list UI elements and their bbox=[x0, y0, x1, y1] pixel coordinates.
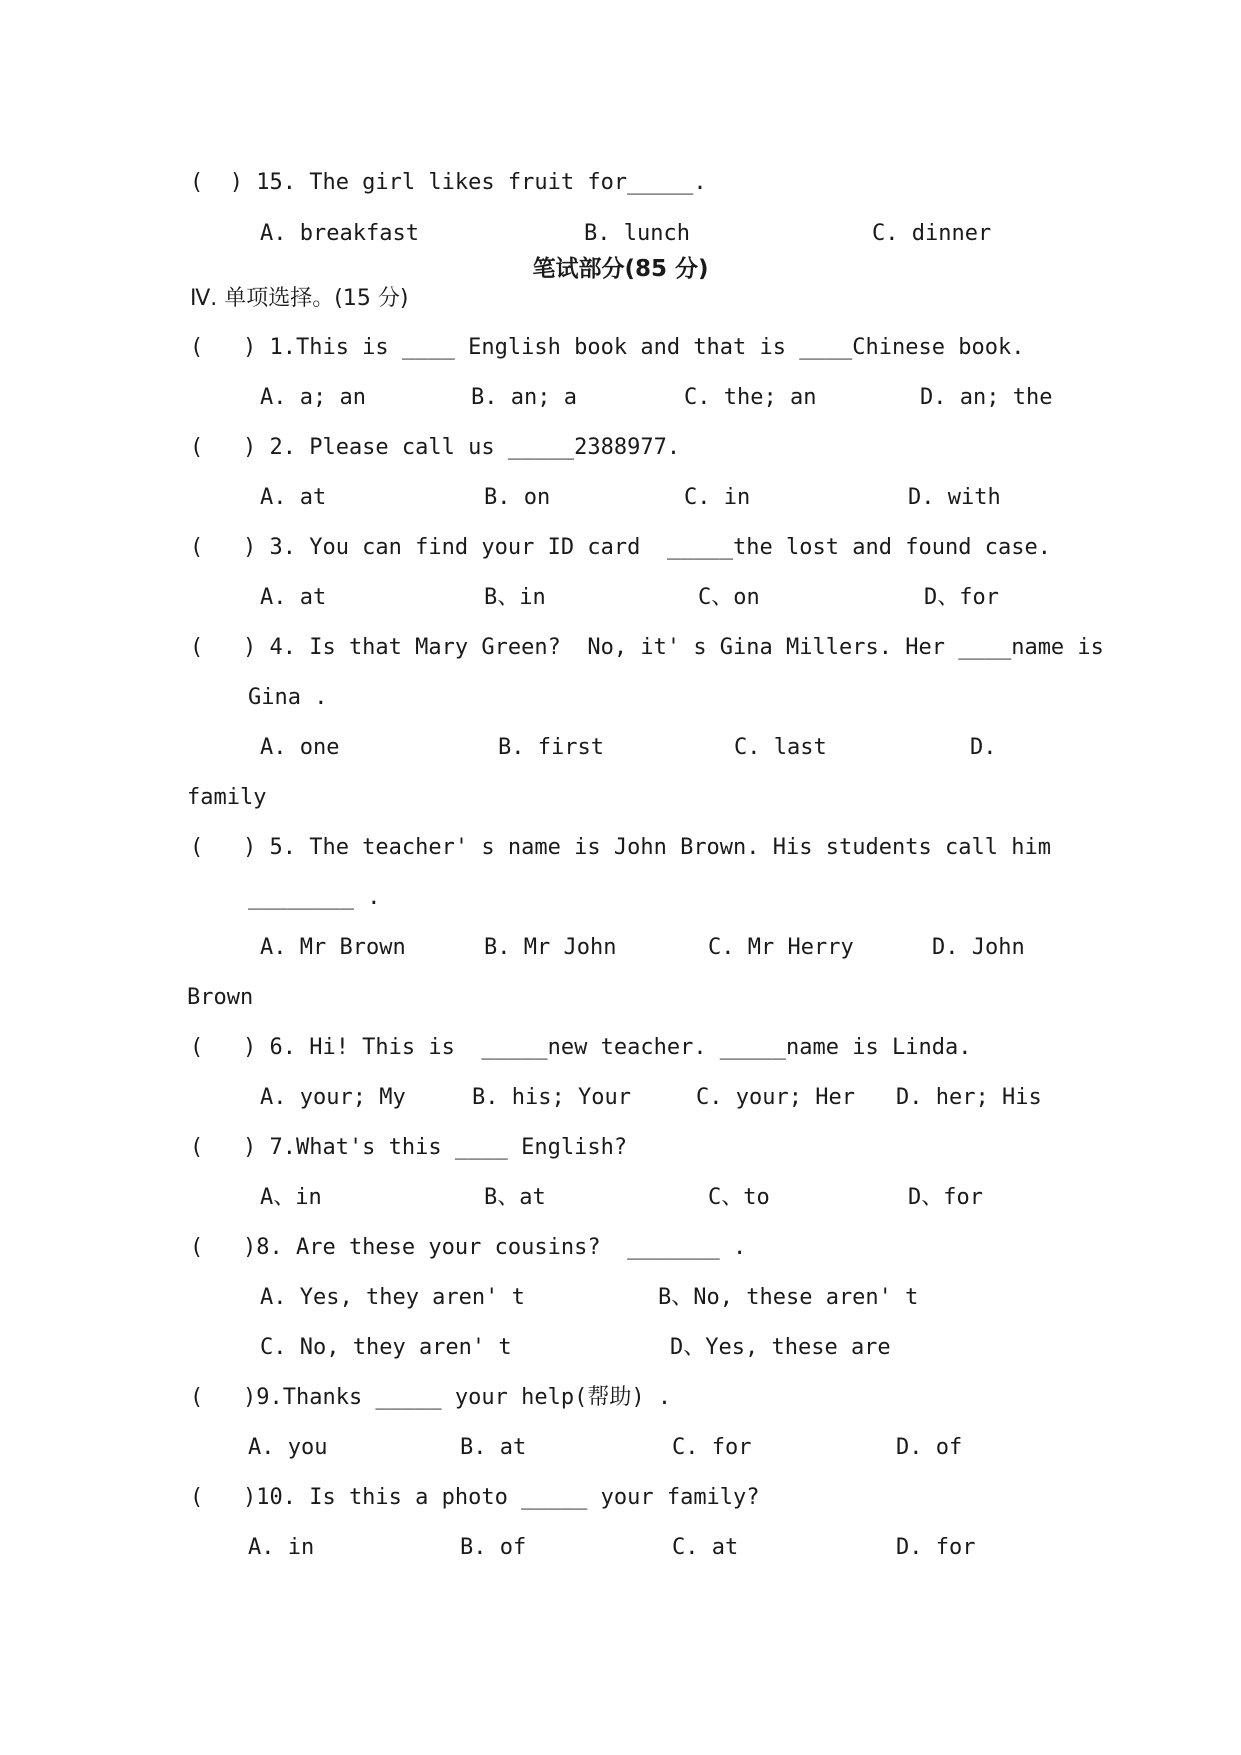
question-5-option-b: B. Mr John bbox=[484, 935, 617, 960]
question-1-option-a: A. a; an bbox=[260, 385, 366, 410]
question-1-option-d: D. an; the bbox=[920, 385, 1053, 410]
question-9-option-c: C. for bbox=[672, 1435, 752, 1460]
question-2-stem: ( ) 2. Please call us _____2388977. bbox=[190, 435, 681, 460]
question-5-option-d: D. John bbox=[932, 935, 1025, 960]
question-4-stem: ( ) 4. Is that Mary Green? No, it' s Gina Millers. Her ____name is bbox=[190, 635, 1104, 660]
question-8-option-c: C. No, they aren' t bbox=[260, 1335, 512, 1360]
question-3-option-c: C、on bbox=[698, 585, 760, 610]
question-6-stem: ( ) 6. Hi! This is _____new teacher. _____name is Linda. bbox=[190, 1035, 972, 1060]
question-3-stem: ( ) 3. You can find your ID card _____the lost and found case. bbox=[190, 535, 1051, 560]
question-4-option-a: A. one bbox=[260, 735, 340, 760]
question-9-option-d: D. of bbox=[896, 1435, 963, 1460]
question-6-option-c: C. your; Her bbox=[696, 1085, 855, 1110]
question-7-option-d: D、for bbox=[908, 1185, 983, 1210]
question-3-option-a: A. at bbox=[260, 585, 327, 610]
question-5-stem: ( ) 5. The teacher' s name is John Brown. His students call him bbox=[190, 835, 1051, 860]
question-2-option-c: C. in bbox=[684, 485, 751, 510]
question-6-option-a: A. your; My bbox=[260, 1085, 406, 1110]
question-8-stem: ( )8. Are these your cousins? _______ . bbox=[190, 1235, 747, 1260]
question-10-option-a: A. in bbox=[248, 1535, 315, 1560]
question-2-option-a: A. at bbox=[260, 485, 327, 510]
question-4-option-b: B. first bbox=[498, 735, 604, 760]
question-4-option-c: C. last bbox=[734, 735, 827, 760]
question-3-option-b: B、in bbox=[484, 585, 546, 610]
question-9-stem: ( )9.Thanks _____ your help(帮助) . bbox=[190, 1385, 672, 1410]
question-2-option-d: D. with bbox=[908, 485, 1001, 510]
section-4-title: Ⅳ. 单项选择。(15 分) bbox=[190, 286, 409, 311]
question-8-option-b: B、No, these aren' t bbox=[658, 1285, 919, 1310]
question-2-option-b: B. on bbox=[484, 485, 551, 510]
question-9-option-a: A. you bbox=[248, 1435, 328, 1460]
question-10-option-b: B. of bbox=[460, 1535, 527, 1560]
question-3-option-d: D、for bbox=[924, 585, 999, 610]
question-4-option-d: D. bbox=[970, 735, 997, 760]
question-6-option-d: D. her; His bbox=[896, 1085, 1042, 1110]
question-4-stem-continued: Gina . bbox=[248, 685, 328, 710]
question-15-stem: ( ) 15. The girl likes fruit for_____. bbox=[190, 170, 707, 195]
question-5-stem-continued: ________ . bbox=[248, 885, 381, 910]
question-10-option-d: D. for bbox=[896, 1535, 976, 1560]
question-7-stem: ( ) 7.What's this ____ English? bbox=[190, 1135, 628, 1160]
question-9-option-b: B. at bbox=[460, 1435, 527, 1460]
question-5-option-a: A. Mr Brown bbox=[260, 935, 406, 960]
question-4-option-d-continued: family bbox=[187, 785, 267, 810]
written-part-heading: 笔试部分(85 分) bbox=[532, 256, 709, 282]
question-1-option-c: C. the; an bbox=[684, 385, 817, 410]
question-8-option-d: D、Yes, these are bbox=[670, 1335, 891, 1360]
question-1-stem: ( ) 1.This is ____ English book and that is ____Chinese book. bbox=[190, 335, 1025, 360]
question-8-option-a: A. Yes, they aren' t bbox=[260, 1285, 525, 1310]
question-6-option-b: B. his; Your bbox=[472, 1085, 631, 1110]
question-1-option-b: B. an; a bbox=[471, 385, 577, 410]
question-5-option-c: C. Mr Herry bbox=[708, 935, 854, 960]
question-15-option-b: B. lunch bbox=[584, 221, 690, 246]
question-7-option-a: A、in bbox=[260, 1185, 322, 1210]
question-5-option-d-continued: Brown bbox=[187, 985, 254, 1010]
question-7-option-b: B、at bbox=[484, 1185, 546, 1210]
question-15-option-c: C. dinner bbox=[872, 221, 992, 246]
question-15-option-a: A. breakfast bbox=[260, 221, 419, 246]
question-10-stem: ( )10. Is this a photo _____ your family? bbox=[190, 1485, 760, 1510]
question-7-option-c: C、to bbox=[708, 1185, 770, 1210]
question-10-option-c: C. at bbox=[672, 1535, 739, 1560]
